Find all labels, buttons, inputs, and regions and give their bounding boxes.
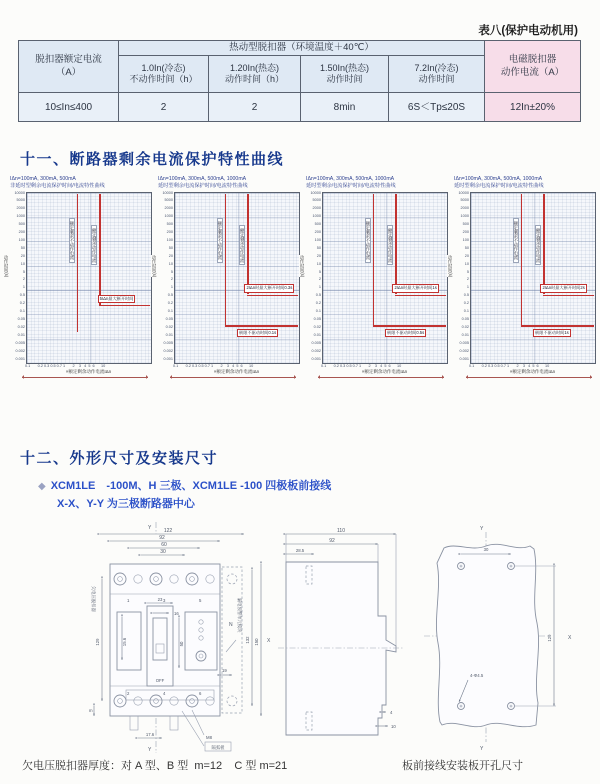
front-x-label: X — [267, 638, 271, 644]
chart4-annotation-2: 极限不驱动时间1s — [533, 329, 571, 337]
curve-chart-delay-2s — [448, 176, 596, 378]
table8-subheader-2 — [209, 56, 301, 93]
chart3-x-ticks: 0.1 0.2 0.3 0.5 0.7 1 2 3 4 5 6 10 — [321, 363, 402, 368]
chart3-y-axis-label: 动作时间(s) — [300, 255, 305, 278]
front-n-label: N — [229, 622, 233, 628]
tick-label: 50 — [464, 245, 469, 250]
front-y-top-label: Y — [148, 525, 152, 531]
chart4-x-ticks: 0.1 0.2 0.3 0.5 0.7 1 2 3 4 5 6 10 — [469, 363, 550, 368]
chart2-annotation-2: 极限不驱动时间0.1s — [237, 329, 278, 337]
table8-magnetic-header — [485, 41, 581, 93]
side-dim-10: 10 — [391, 724, 396, 729]
chart4-range-arrow — [466, 377, 592, 378]
table8-col-rated-current — [19, 41, 119, 93]
tick-label: 0.02 — [461, 324, 469, 329]
drill-dim-129: 129 — [547, 634, 552, 642]
cell-magnetic-current: 12In±20% — [485, 93, 581, 122]
tick-label: 0.01 — [17, 332, 25, 337]
chart4-x-axis-label: ×额定剩余动作电流IΔn — [509, 369, 556, 375]
tick-label: 0.002 — [459, 348, 469, 353]
front-terminal-4: 4 — [163, 691, 166, 696]
chart2-nonoperating-current-line — [225, 194, 227, 325]
chart4-caption-type: 延时型剩余电流保护时间/电流特性曲线 — [454, 182, 544, 189]
tick-label: 0.1 — [315, 309, 321, 314]
rated-current-unit: （A） — [55, 66, 82, 78]
front-terminal-6: 6 — [199, 691, 202, 696]
cell-rated-current: 10≤In≤400 — [19, 93, 119, 122]
chart1-y-ticks — [10, 192, 26, 362]
subheader-3-line1: 1.50In(热态) — [319, 62, 370, 73]
tick-label: 0.001 — [459, 356, 469, 361]
tick-label: 20 — [168, 253, 173, 258]
tick-label: 1 — [22, 285, 25, 290]
cell-cold-time: 2 — [119, 93, 209, 122]
tick-label: 200 — [166, 230, 173, 235]
tick-label: 50 — [316, 245, 321, 250]
tick-label: 500 — [462, 222, 469, 227]
curve-chart-delay-1s — [300, 176, 448, 378]
tick-label: 0.001 — [163, 356, 173, 361]
note-line-2: X-X、Y-Y 为三极断路器中心 — [57, 498, 195, 510]
tick-label: 0.5 — [167, 293, 173, 298]
tick-label: 0.005 — [163, 340, 173, 345]
subheader-2-line1: 1.20In(热态) — [229, 62, 280, 73]
subheader-2-line2: 动作时间（h） — [224, 74, 284, 85]
section-11-heading: 十一、断路器剩余电流保护特性曲线 — [20, 151, 285, 168]
table8-subheader-3 — [301, 56, 389, 93]
chart2-annotation-1: 2IΔn时最大断开时间0.3s — [244, 284, 294, 292]
front-terminal-1: 1 — [127, 598, 130, 603]
tick-label: 5 — [22, 269, 25, 274]
tick-label: 0.05 — [313, 317, 321, 321]
chart4-plot-area — [470, 192, 596, 364]
tick-label: 0.2 — [463, 301, 469, 306]
tick-label: 0.05 — [17, 317, 25, 321]
drill-dim-30: 30 — [483, 547, 489, 552]
tick-label: 0.1 — [19, 309, 25, 314]
chart2-y-axis-label: 动作时间(s) — [152, 255, 157, 278]
front-dim-92: 92 — [159, 535, 165, 541]
curve-chart-nondelay — [4, 176, 152, 378]
chart3-right-line-label: 额定剩余动作电流 — [387, 225, 393, 265]
front-top-dimension-lines — [100, 534, 244, 555]
tick-label: 500 — [314, 222, 321, 227]
tick-label: 0.01 — [461, 332, 469, 337]
front-dim-30: 30 — [160, 549, 166, 555]
tick-label: 1 — [466, 285, 469, 290]
side-profile-outline — [278, 562, 403, 735]
tick-label: 2000 — [460, 206, 469, 211]
chart1-operating-current-line — [99, 194, 101, 305]
chart4-y-ticks — [454, 192, 470, 362]
tick-label: 5000 — [16, 198, 25, 203]
tick-label: 0.005 — [459, 340, 469, 345]
tick-label: 10 — [316, 261, 321, 266]
front-dim-23: 23 — [157, 597, 163, 602]
chart2-x-ticks: 0.1 0.2 0.3 0.5 0.7 1 2 3 4 5 6 10 — [173, 363, 254, 368]
tick-label: 0.002 — [163, 348, 173, 353]
tick-label: 100 — [462, 237, 469, 242]
chart2-plot-area — [174, 192, 300, 364]
chart2-limit-nonactuating-line — [225, 325, 298, 327]
tick-label: 0.001 — [311, 356, 321, 361]
tick-label: 2 — [466, 277, 469, 282]
chart2-x-axis-label: ×额定剩余动作电流IΔn — [213, 369, 260, 375]
front-terminal-3: 3 — [163, 598, 166, 603]
tick-label: 5000 — [460, 198, 469, 203]
tick-label: 0.2 — [315, 301, 321, 306]
tick-label: 5 — [318, 269, 321, 274]
tick-label: 10 — [168, 261, 173, 266]
front-y-bottom-label: Y — [148, 747, 152, 753]
front-dim-150: 150 — [254, 638, 259, 646]
chart2-right-line-label: 额定剩余动作电流 — [239, 225, 245, 265]
side-view-drawing — [278, 520, 403, 760]
table8-subheader-1 — [119, 56, 209, 93]
tick-label: 20 — [316, 253, 321, 258]
chart3-caption-idn: IΔn=100mA, 300mA, 500mA, 1000mA — [306, 176, 395, 182]
rated-current-label: 脱扣器额定电流 — [35, 54, 102, 66]
chart1-y-axis-label: 动作时间(s) — [4, 255, 9, 278]
chart4-annotation-1: 2IΔn时最大断开时间2s — [540, 284, 586, 292]
tick-label: 200 — [314, 230, 321, 235]
tick-label: 0.005 — [15, 340, 25, 345]
front-dim-132: 132 — [245, 636, 250, 644]
side-dim-28-5: 28.5 — [295, 548, 305, 553]
front-dim-15-6: 15.6 — [122, 637, 127, 647]
chart4-nonoperating-current-line — [521, 194, 523, 325]
tick-label: 1000 — [312, 214, 321, 219]
table8-thermal-header: 热动型脱扣器（环境温度＋40℃） — [119, 41, 485, 56]
chart1-caption-idn: IΔn=100mA, 300mA, 500mA — [10, 176, 76, 182]
tick-label: 10000 — [162, 190, 173, 195]
chart1-max-break-time-line — [99, 305, 150, 307]
chart3-y-ticks — [306, 192, 322, 362]
tick-label: 1000 — [164, 214, 173, 219]
front-neutral-pole — [222, 567, 242, 713]
diamond-bullet-icon: ◆ — [38, 481, 46, 492]
tick-label: 0.05 — [165, 317, 173, 321]
side-dim-4: 4 — [390, 710, 393, 715]
subheader-1-line1: 1.0In(冷态) — [141, 62, 186, 73]
front-dim-50: 50 — [179, 641, 184, 647]
chart3-annotation-2: 极限不驱动时间0.5s — [385, 329, 426, 337]
tick-label: 200 — [462, 230, 469, 235]
tick-label: 500 — [166, 222, 173, 227]
tick-label: 0.002 — [311, 348, 321, 353]
chart2-left-line-label: 额定剩余不动作电流 — [217, 218, 223, 263]
cell-hot-time: 2 — [209, 93, 301, 122]
table8 — [18, 40, 581, 122]
tick-label: 10000 — [310, 190, 321, 195]
tick-label: 0.02 — [313, 324, 321, 329]
tick-label: 0.2 — [19, 301, 25, 306]
magnetic-label: 电磁脱扣器 — [508, 54, 557, 66]
chart1-caption-type: 非延时型剩余电流保护时间/电流特性曲线 — [10, 182, 105, 189]
tick-label: 20 — [20, 253, 25, 258]
front-off-label: OFF — [155, 678, 165, 683]
chart2-caption-idn: IΔn=100mA, 300mA, 500mA, 1000mA — [158, 176, 247, 182]
tick-label: 0.05 — [461, 317, 469, 321]
chart4-caption-idn: IΔn=100mA, 300mA, 500mA, 1000mA — [454, 176, 543, 182]
front-arc-plate-label: 隔弧板 — [211, 745, 225, 750]
chart3-nonoperating-current-line — [373, 194, 375, 325]
subheader-4-line2: 动作时间 — [418, 74, 455, 85]
front-dim-16: 16 — [174, 611, 179, 616]
side-dim-92: 92 — [329, 538, 335, 544]
tick-label: 0.2 — [167, 301, 173, 306]
tick-label: 1 — [170, 285, 173, 290]
note-line-1 — [38, 477, 331, 493]
drill-x-label: X — [568, 635, 572, 641]
chart3-annotation-1: 2IΔn时最大断开时间1s — [392, 284, 438, 292]
footer-drill-caption: 板前接线安装板开孔尺寸 — [402, 760, 523, 772]
chart1-nonoperating-current-line — [77, 194, 79, 332]
chart1-range-arrow — [22, 377, 148, 378]
front-m8-label: M8 — [206, 735, 212, 740]
tick-label: 2000 — [16, 206, 25, 211]
tick-label: 0.5 — [315, 293, 321, 298]
chart2-y-ticks — [158, 192, 174, 362]
drilling-plan-drawing — [406, 518, 581, 761]
tick-label: 0.001 — [15, 356, 25, 361]
tick-label: 20 — [464, 253, 469, 258]
chart3-plot-area — [322, 192, 448, 364]
tick-label: 1 — [318, 285, 321, 290]
chart1-plot-area — [26, 192, 152, 364]
chart4-limit-nonactuating-line — [521, 325, 594, 327]
chart2-caption-type: 延时型剩余电流保护时间/电流特性曲线 — [158, 182, 248, 189]
tick-label: 50 — [20, 245, 25, 250]
front-terminal-5: 5 — [199, 598, 202, 603]
front-terminal-2: 2 — [127, 691, 130, 696]
front-view-drawing — [86, 520, 273, 760]
tick-label: 5000 — [164, 198, 173, 203]
front-leakage-module-label: 漏电预警单元模块 — [237, 598, 242, 633]
drill-y-top-label: Y — [480, 526, 484, 532]
tick-label: 2 — [170, 277, 173, 282]
subheader-3-line2: 动作时间 — [326, 74, 363, 85]
table8-subheader-4 — [389, 56, 485, 93]
tick-label: 2000 — [312, 206, 321, 211]
front-m-label: m — [89, 708, 93, 713]
tick-label: 100 — [314, 237, 321, 242]
magnetic-unit: 动作电流（A） — [500, 66, 565, 78]
tick-label: 200 — [18, 230, 25, 235]
chart3-x-axis-label: ×额定剩余动作电流IΔn — [361, 369, 408, 375]
front-dim-19: 19 — [222, 668, 227, 673]
front-dim-60: 60 — [161, 542, 167, 548]
chart2-operating-current-line — [247, 194, 249, 294]
chart2-range-arrow — [170, 377, 296, 378]
tick-label: 0.002 — [15, 348, 25, 353]
tick-label: 50 — [168, 245, 173, 250]
drill-y-bottom-label: Y — [480, 746, 484, 752]
tick-label: 0.1 — [167, 309, 173, 314]
subheader-4-line1: 7.2In(冷态) — [414, 62, 459, 73]
tick-label: 0.5 — [19, 293, 25, 298]
tick-label: 0.02 — [17, 324, 25, 329]
tick-label: 10000 — [14, 190, 25, 195]
cell-150-time: 8min — [301, 93, 389, 122]
tick-label: 10 — [20, 261, 25, 266]
chart1-annotation-1: 5IΔn最大断开时间 — [98, 295, 136, 303]
chart3-operating-current-line — [395, 194, 397, 294]
tick-label: 0.01 — [165, 332, 173, 337]
footer-undervoltage-note: 欠电压脱扣器厚度：对 A 型、B 型 m=12 C 型 m=21 — [22, 760, 288, 772]
chart1-right-line-label: 额定剩余动作电流 — [91, 225, 97, 265]
tick-label: 0.02 — [165, 324, 173, 329]
chart1-x-axis-label: ×额定剩余动作电流IΔn — [65, 369, 112, 375]
tick-label: 2 — [318, 277, 321, 282]
chart3-limit-nonactuating-line — [373, 325, 446, 327]
chart4-operating-current-line — [543, 194, 545, 294]
tick-label: 0.5 — [463, 293, 469, 298]
chart3-range-arrow — [318, 377, 444, 378]
chart4-right-line-label: 额定剩余动作电流 — [535, 225, 541, 265]
tick-label: 2000 — [164, 206, 173, 211]
tick-label: 100 — [166, 237, 173, 242]
chart4-left-line-label: 额定剩余不动作电流 — [513, 218, 519, 263]
chart4-y-axis-label: 动作时间(s) — [448, 255, 453, 278]
chart3-max-break-time-line — [395, 295, 446, 297]
tick-label: 10 — [464, 261, 469, 266]
tick-label: 0.1 — [463, 309, 469, 314]
front-dim-122: 122 — [163, 528, 173, 534]
drill-holes-callout: 4-Φ4.5 — [470, 673, 484, 678]
tick-label: 0.01 — [313, 332, 321, 337]
tick-label: 2 — [22, 277, 25, 282]
curve-chart-delay-03s — [152, 176, 300, 378]
chart3-left-line-label: 额定剩余不动作电流 — [365, 218, 371, 263]
tick-label: 5 — [466, 269, 469, 274]
tick-label: 100 — [18, 237, 25, 242]
chart2-max-break-time-line — [247, 295, 298, 297]
tick-label: 500 — [18, 222, 25, 227]
front-dim-17-6: 17.6 — [145, 732, 155, 737]
table8-title: 表八(保护电动机用) — [478, 25, 578, 37]
chart3-caption-type: 延时型剩余电流保护时间/电流特性曲线 — [306, 182, 396, 189]
cell-72-time: 6S＜Tp≤20S — [389, 93, 485, 122]
side-dim-110: 110 — [337, 528, 345, 534]
front-undervoltage-label: 欠电压脱扣器 — [91, 586, 96, 612]
tick-label: 5 — [170, 269, 173, 274]
chart1-left-line-label: 额定剩余不动作电流 — [69, 218, 75, 263]
drill-plate-outline — [436, 544, 538, 726]
tick-label: 10000 — [458, 190, 469, 195]
section-12-heading: 十二、外形尺寸及安装尺寸 — [20, 450, 219, 467]
subheader-1-line2: 不动作时间（h） — [129, 74, 198, 85]
tick-label: 1000 — [460, 214, 469, 219]
chart4-max-break-time-line — [543, 295, 594, 297]
table8-data-row — [19, 93, 581, 122]
chart1-x-ticks: 0.1 0.2 0.3 0.5 0.7 1 2 3 4 5 6 10 — [25, 363, 106, 368]
front-dim-129: 129 — [95, 638, 100, 646]
note-line-1-text: XCM1LE -100M、H 三极、XCM1LE -100 四极板前接线 — [50, 480, 332, 492]
tick-label: 1000 — [16, 214, 25, 219]
tick-label: 5000 — [312, 198, 321, 203]
tick-label: 0.005 — [311, 340, 321, 345]
